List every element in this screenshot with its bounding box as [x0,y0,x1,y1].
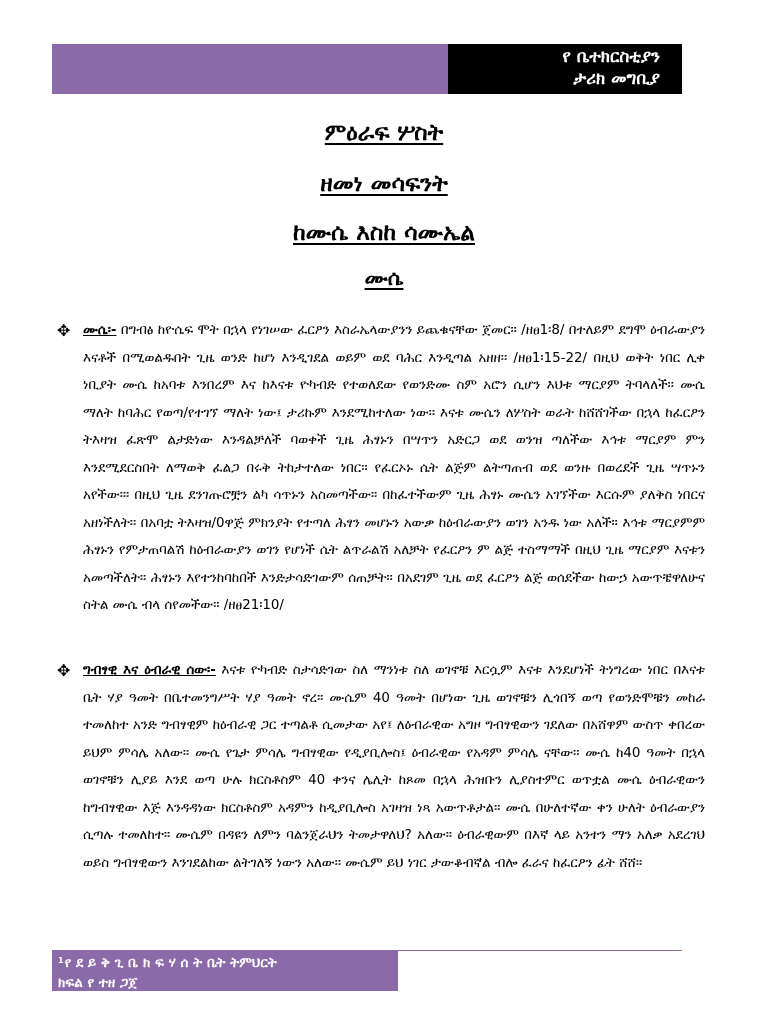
bullet-icon: ✥ [57,321,71,340]
bullet-icon: ✥ [57,661,71,680]
footer-line-2: ክፍል የ ተዘ ጋጀ [58,975,138,991]
paragraph-body: በግብፅ ከዮሴፍ ሞት በኋላ የነገሠው ፈርዖን እስራኤላውያንን ይጨቁናቸው ጀመር፡፡ /ዘፀ1፡8/ በተለይም ደግሞ ዕብራውያን እናቶች በሚወልዱበት ጊዜ ወንድ ከሆነ እንዲገደል ወይም ወደ ባሕር እንዲጣል አዘዘ፡፡ /ዘፀ1፡15-22/ በዚህ ወቅት ነበር ሊቀ ነቢያት ሙሴ ከአባቱ እንበረም እና ከእናቱ ዮካብድ የተወለደው የወንድሙ ስም አሮን ሲሆን እህቱ ማርያም ትባላለች፡፡ ሙሴ ማለት ከባሕር የወጣ/የተገኘ ማለት ነው፤ ታሪኩም እንደሚከተለው ነው፡፡ እናቱ ሙሴን ለሦስት ወራት ከሸሸገችው በኋላ ከፈርዖን ትእዛዝ ፈጽሞ ልታድነው እንዳልቻለች ባወቀች ጊዜ ሕፃኑን በሣጥን አድርጋ ወደ ወንዝ ጣለችው እኅቱ ማርያም ምን እንደሚደርስበት ለማወቅ ፈልጋ በሩቅ ትከታተለው ነበር፡፡ የፈርኦኑ ሴት ልጅም ልትጣጠብ ወደ ወንዙ በወረደች ጊዜ ሣጥኑን አየችው፡፡፡ በዚህ ጊዜ ደንገጡሮቿን ልካ ሳጥኑን አስመጣችው፡፡ በከፈተችውም ጊዜ ሕፃኑ ሙሴን አገኘችው እርሱም ያለቅስ ነበርና አዘነችለት፡፡ በአባቷ ትእዛዝ/0ዋጅ ምክንያት የተጣለ ሕፃን መሆኑን አውቃ ከዕብራውያን ወገን አንዱ ነው አለች፡፡ እኅቱ ማርያምም ሕፃኑን የምታጠባልሽ ከዕብራውያን ወገን የሆነች ሴት ልጥራልሽ አለቻት የፈርዖን ም ልጅ ተስማማች በዚህ ጊዜ ማርያም እናቱን አመጣችለት፡፡ ሕፃኑን እየተንከባከበች እንድታሳድገውም ሰጠቻት፡፡ በአደገም ጊዜ ወደ ፈርዖን ልጅ ወሰደችው ከውኃ አውጥቼዋለሁና ስትል ሙሴ ብላ ሰየመችው፡፡ /ዘፀ21፡10/ [83,323,705,613]
paragraph-egyptian-hebrew [57,657,705,877]
paragraph-moses [57,317,705,620]
header-accent-bar [52,44,448,94]
header-title-box [448,44,682,94]
page-number: 1 [58,956,64,965]
header-title-line-1: የ ቤተክርስቲያን [562,47,660,67]
paragraph-lead: ሙሴ፡- [83,323,117,338]
section-title: ሙሴ [364,266,404,290]
footer-label [52,951,398,991]
paragraph-text [83,657,705,877]
paragraph-text [83,317,705,620]
era-title: ዘመነ መሳፍንት [320,171,448,197]
paragraph-lead: ግብፃዊ እና ዕብራዊ ሰው፡- [83,663,216,678]
span-title: ከሙሴ እስከ ሳሙኤል [293,220,475,246]
header-title-line-2: ታሪክ መግቢያ [573,69,660,89]
footer-text-1: የ ደ ይ ቅ ጊ ቤ ክ ፍ ሃ ሰ ት ቤት ትምህርት [64,955,277,971]
chapter-title: ምዕራፍ ሦስት [324,120,444,146]
footer-line-1 [58,951,398,973]
paragraph-body: እናቱ ዮካብድ ስታሳድገው ስለ ማንነቱ ስለ ወገኖቹ እርሷም እናቱ እንደሆነች ትነግረው ነበር በእናቱ ቤት ሃያ ዓመት በቤተመንግሥት ሃያ ዓመት ኖረ፡፡ ሙሴም 40 ዓመት በሆነው ጊዜ ወገኖቹን ሊጎበኝ ወጣ የወንድሞቹን መከራ ተመለከተ አንድ ግብፃዊም ከዕብራዊ ጋር ተጣልቶ ሲመታው አየ፤ ለዕብራዊው አግዞ ግብፃዊውን ገደለው በአሸዋም ውስጥ ቀበረው ይህም ምሳሌ አለው፡፡ ሙሴ የጌታ ምሳሌ ግብፃዊው የዲያቢሎስ፤ ዕብራዊው የአዳም ምሳሌ ናቸው፡፡ ሙሴ ከ40 ዓመት በኋላ ወገኖቹን ሊያይ እንደ ወጣ ሁሉ ክርስቶስም 40 ቀንና ሌሊት ከጾመ በኋላ ሕዝቡን ሊያስተምር ወጥቷል ሙሴ ዕብራዊውን ከግብፃዊው እጅ እንዳዳነው ክርስቶስም አዳምን ከዲያቢሎስ አገዛዝ ነጻ አውጥቶታል፡፡ ሙሴ በሁለተኛው ቀን ሁለት ዕብራውያን ሲጣሉ ተመለከተ፡፡ ሙሴም በዳዩን ለምን ባልንጀራህን ትመታዋለህ? አለው፡፡ ዕብራዊውም በእኛ ላይ አንተን ማን አለቃ አደረገህ ወይስ ግብፃዊውን እንገደልከው ልትገለኝ ነውን አለው፡፡ ሙሴም ይህ ነገር ታውቆብኛል ብሎ ፈራና ከፈርዖን ፊት ሸሸ፡፡ [83,663,705,871]
